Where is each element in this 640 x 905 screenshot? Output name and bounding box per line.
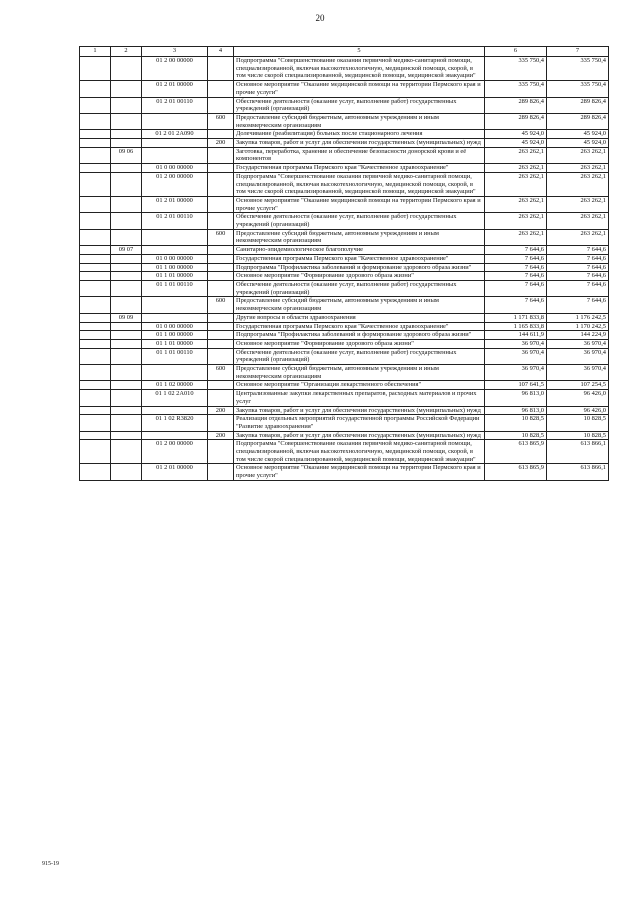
table-row — [80, 57, 609, 81]
expense-type-cell — [208, 339, 234, 348]
col1-cell — [80, 365, 111, 381]
amount-year1-cell: 289 826,4 — [485, 97, 547, 113]
table-row — [80, 113, 609, 129]
name-cell: Подпрограмма "Совершенствование оказания первичной медико-санитарной помощи, специализированной, включая высокотехнологичную, медицинской помощи, скорой, в том числе скорой специализированной, медицинской помощи, медицинской эвакуации" — [234, 440, 485, 464]
header-cell: 1 — [80, 47, 111, 57]
section-code-cell — [111, 431, 142, 440]
amount-year2-cell: 10 828,5 — [547, 415, 609, 431]
expense-type-cell — [208, 464, 234, 480]
table-row — [80, 272, 609, 281]
col1-cell — [80, 381, 111, 390]
section-code-cell — [111, 57, 142, 81]
expense-type-cell — [208, 97, 234, 113]
amount-year2-cell: 335 750,4 — [547, 81, 609, 97]
amount-year1-cell: 335 750,4 — [485, 81, 547, 97]
amount-year2-cell: 96 426,0 — [547, 390, 609, 406]
expense-type-cell — [208, 348, 234, 364]
amount-year1-cell: 613 865,9 — [485, 464, 547, 480]
table-row — [80, 81, 609, 97]
amount-year1-cell: 613 865,9 — [485, 440, 547, 464]
name-cell: Долечивание (реабилитация) больных после стационарного лечения — [234, 130, 485, 139]
name-cell: Предоставление субсидий бюджетным, автономным учреждениям и иным некоммерческим организациям — [234, 365, 485, 381]
expense-type-cell — [208, 440, 234, 464]
expense-type-cell — [208, 246, 234, 255]
section-code-cell — [111, 172, 142, 196]
amount-year2-cell: 289 826,4 — [547, 113, 609, 129]
expense-type-cell — [208, 57, 234, 81]
amount-year1-cell: 263 262,1 — [485, 213, 547, 229]
amount-year2-cell: 36 970,4 — [547, 339, 609, 348]
amount-year2-cell: 263 262,1 — [547, 213, 609, 229]
section-code-cell — [111, 339, 142, 348]
amount-year2-cell: 7 644,6 — [547, 272, 609, 281]
table-row — [80, 406, 609, 415]
col1-cell — [80, 431, 111, 440]
header-cell: 3 — [142, 47, 208, 57]
col1-cell — [80, 464, 111, 480]
table-row — [80, 431, 609, 440]
name-cell: Государственная программа Пермского края "Качественное здравоохранение" — [234, 164, 485, 173]
amount-year2-cell: 7 644,6 — [547, 263, 609, 272]
target-article-cell — [142, 147, 208, 163]
table-row — [80, 339, 609, 348]
header-cell: 6 — [485, 47, 547, 57]
amount-year1-cell: 7 644,6 — [485, 272, 547, 281]
amount-year2-cell: 36 970,4 — [547, 365, 609, 381]
table-row — [80, 172, 609, 196]
amount-year2-cell: 263 262,1 — [547, 196, 609, 212]
col1-cell — [80, 57, 111, 81]
amount-year2-cell: 263 262,1 — [547, 147, 609, 163]
target-article-cell: 01 1 00 00000 — [142, 263, 208, 272]
amount-year2-cell: 1 176 242,5 — [547, 313, 609, 322]
amount-year2-cell: 613 866,1 — [547, 464, 609, 480]
table-row — [80, 147, 609, 163]
section-code-cell — [111, 415, 142, 431]
table-row — [80, 331, 609, 340]
col1-cell — [80, 263, 111, 272]
amount-year1-cell: 36 970,4 — [485, 339, 547, 348]
target-article-cell: 01 2 01 00110 — [142, 97, 208, 113]
target-article-cell: 01 2 01 2А090 — [142, 130, 208, 139]
amount-year1-cell: 1 171 833,8 — [485, 313, 547, 322]
section-code-cell — [111, 440, 142, 464]
name-cell: Государственная программа Пермского края "Качественное здравоохранение" — [234, 254, 485, 263]
table-row — [80, 313, 609, 322]
header-cell: 7 — [547, 47, 609, 57]
table-row — [80, 229, 609, 245]
table-row — [80, 464, 609, 480]
expense-type-cell: 600 — [208, 365, 234, 381]
section-code-cell — [111, 81, 142, 97]
col1-cell — [80, 130, 111, 139]
table-row — [80, 381, 609, 390]
name-cell: Подпрограмма "Совершенствование оказания первичной медико-санитарной помощи, специализированной, включая высокотехнологичную, медицинской помощи, скорой, в том числе скорой специализированной, медицинской помощи, медицинской эвакуации" — [234, 57, 485, 81]
target-article-cell: 01 2 00 00000 — [142, 172, 208, 196]
section-code-cell — [111, 381, 142, 390]
amount-year2-cell: 7 644,6 — [547, 254, 609, 263]
expense-type-cell — [208, 164, 234, 173]
table-header-row — [80, 47, 609, 57]
name-cell: Заготовка, переработка, хранение и обеспечение безопасности донорской крови и её компонентов — [234, 147, 485, 163]
col1-cell — [80, 390, 111, 406]
target-article-cell: 01 1 01 00000 — [142, 272, 208, 281]
col1-cell — [80, 229, 111, 245]
amount-year2-cell: 10 828,5 — [547, 431, 609, 440]
expense-type-cell — [208, 381, 234, 390]
name-cell: Предоставление субсидий бюджетным, автономным учреждениям и иным некоммерческим организациям — [234, 229, 485, 245]
col1-cell — [80, 280, 111, 296]
amount-year1-cell: 289 826,4 — [485, 113, 547, 129]
table-row — [80, 297, 609, 313]
name-cell: Централизованные закупки лекарственных препаратов, расходных материалов и прочих услуг — [234, 390, 485, 406]
expense-type-cell — [208, 147, 234, 163]
section-code-cell — [111, 322, 142, 331]
section-code-cell — [111, 139, 142, 148]
col1-cell — [80, 415, 111, 431]
target-article-cell — [142, 365, 208, 381]
amount-year1-cell: 7 644,6 — [485, 246, 547, 255]
expense-type-cell — [208, 254, 234, 263]
section-code-cell — [111, 280, 142, 296]
amount-year2-cell: 7 644,6 — [547, 297, 609, 313]
expense-type-cell: 600 — [208, 113, 234, 129]
amount-year2-cell: 144 224,9 — [547, 331, 609, 340]
target-article-cell: 01 2 00 00000 — [142, 57, 208, 81]
target-article-cell: 01 1 02 R3820 — [142, 415, 208, 431]
amount-year1-cell: 10 828,5 — [485, 415, 547, 431]
amount-year2-cell: 7 644,6 — [547, 280, 609, 296]
amount-year1-cell: 96 813,0 — [485, 390, 547, 406]
col1-cell — [80, 139, 111, 148]
name-cell: Предоставление субсидий бюджетным, автономным учреждениям и иным некоммерческим организациям — [234, 113, 485, 129]
amount-year1-cell: 1 165 833,8 — [485, 322, 547, 331]
col1-cell — [80, 196, 111, 212]
amount-year2-cell: 263 262,1 — [547, 229, 609, 245]
target-article-cell: 01 2 01 00000 — [142, 196, 208, 212]
amount-year2-cell: 289 826,4 — [547, 97, 609, 113]
expense-type-cell — [208, 280, 234, 296]
name-cell: Основное мероприятие "Организация лекарственного обеспечения" — [234, 381, 485, 390]
name-cell: Государственная программа Пермского края "Качественное здравоохранение" — [234, 322, 485, 331]
table-row — [80, 263, 609, 272]
table-row — [80, 390, 609, 406]
col1-cell — [80, 213, 111, 229]
section-code-cell — [111, 130, 142, 139]
expense-type-cell — [208, 272, 234, 281]
header-cell: 2 — [111, 47, 142, 57]
col1-cell — [80, 313, 111, 322]
section-code-cell — [111, 297, 142, 313]
expense-type-cell — [208, 415, 234, 431]
section-code-cell — [111, 348, 142, 364]
amount-year1-cell: 7 644,6 — [485, 280, 547, 296]
col1-cell — [80, 81, 111, 97]
name-cell: Подпрограмма "Профилактика заболеваний и формирование здорового образа жизни" — [234, 331, 485, 340]
col1-cell — [80, 164, 111, 173]
amount-year2-cell: 335 750,4 — [547, 57, 609, 81]
section-code-cell — [111, 406, 142, 415]
section-code-cell — [111, 272, 142, 281]
name-cell: Обеспечение деятельности (оказание услуг, выполнение работ) государственных учреждений (организаций) — [234, 97, 485, 113]
table-row — [80, 322, 609, 331]
header-cell: 4 — [208, 47, 234, 57]
col1-cell — [80, 246, 111, 255]
target-article-cell: 01 1 01 00110 — [142, 348, 208, 364]
amount-year1-cell: 7 644,6 — [485, 297, 547, 313]
table-row — [80, 254, 609, 263]
amount-year1-cell: 7 644,6 — [485, 263, 547, 272]
expense-type-cell — [208, 130, 234, 139]
name-cell: Подпрограмма "Совершенствование оказания первичной медико-санитарной помощи, специализированной, включая высокотехнологичную, медицинской помощи, скорой, в том числе скорой специализированной, медицинской помощи, медицинской эвакуации" — [234, 172, 485, 196]
name-cell: Закупка товаров, работ и услуг для обеспечения государственных (муниципальных) нужд — [234, 139, 485, 148]
target-article-cell — [142, 113, 208, 129]
target-article-cell — [142, 406, 208, 415]
amount-year2-cell: 45 924,0 — [547, 139, 609, 148]
col1-cell — [80, 147, 111, 163]
table-row — [80, 348, 609, 364]
section-code-cell: 09 06 — [111, 147, 142, 163]
target-article-cell: 01 1 01 00110 — [142, 280, 208, 296]
amount-year2-cell: 96 426,0 — [547, 406, 609, 415]
target-article-cell: 01 0 00 00000 — [142, 254, 208, 263]
table-row — [80, 130, 609, 139]
target-article-cell: 01 2 01 00110 — [142, 213, 208, 229]
section-code-cell — [111, 331, 142, 340]
name-cell: Обеспечение деятельности (оказание услуг, выполнение работ) государственных учреждений (организаций) — [234, 280, 485, 296]
expense-type-cell — [208, 172, 234, 196]
amount-year1-cell: 335 750,4 — [485, 57, 547, 81]
expense-type-cell: 200 — [208, 431, 234, 440]
amount-year2-cell: 263 262,1 — [547, 172, 609, 196]
amount-year1-cell: 36 970,4 — [485, 365, 547, 381]
amount-year1-cell: 96 813,0 — [485, 406, 547, 415]
target-article-cell: 01 1 02 2А010 — [142, 390, 208, 406]
amount-year1-cell: 263 262,1 — [485, 229, 547, 245]
section-code-cell — [111, 113, 142, 129]
amount-year2-cell: 45 924,0 — [547, 130, 609, 139]
target-article-cell — [142, 139, 208, 148]
amount-year1-cell: 263 262,1 — [485, 147, 547, 163]
amount-year2-cell: 263 262,1 — [547, 164, 609, 173]
target-article-cell: 01 2 01 00000 — [142, 464, 208, 480]
amount-year2-cell: 36 970,4 — [547, 348, 609, 364]
table-row — [80, 415, 609, 431]
table-body — [80, 47, 609, 481]
section-code-cell — [111, 229, 142, 245]
col1-cell — [80, 297, 111, 313]
amount-year1-cell: 36 970,4 — [485, 348, 547, 364]
amount-year2-cell: 1 170 242,5 — [547, 322, 609, 331]
page-number: 20 — [315, 13, 325, 23]
table-row — [80, 246, 609, 255]
expense-type-cell: 200 — [208, 139, 234, 148]
section-code-cell — [111, 196, 142, 212]
target-article-cell — [142, 246, 208, 255]
header-cell: 5 — [234, 47, 485, 57]
section-code-cell: 09 07 — [111, 246, 142, 255]
name-cell: Основное мероприятие "Формирование здорового образа жизни" — [234, 272, 485, 281]
name-cell: Основное мероприятие "Формирование здорового образа жизни" — [234, 339, 485, 348]
section-code-cell — [111, 263, 142, 272]
expense-type-cell — [208, 390, 234, 406]
col1-cell — [80, 406, 111, 415]
col1-cell — [80, 113, 111, 129]
name-cell: Другие вопросы в области здравоохранения — [234, 313, 485, 322]
amount-year1-cell: 10 828,5 — [485, 431, 547, 440]
table-row — [80, 97, 609, 113]
section-code-cell — [111, 464, 142, 480]
col1-cell — [80, 339, 111, 348]
amount-year1-cell: 144 611,9 — [485, 331, 547, 340]
target-article-cell: 01 1 02 00000 — [142, 381, 208, 390]
name-cell: Обеспечение деятельности (оказание услуг, выполнение работ) государственных учреждений (организаций) — [234, 213, 485, 229]
amount-year1-cell: 107 641,5 — [485, 381, 547, 390]
expense-type-cell — [208, 196, 234, 212]
footer-code: 915-19 — [42, 861, 59, 867]
expense-type-cell: 600 — [208, 229, 234, 245]
section-code-cell: 09 09 — [111, 313, 142, 322]
amount-year2-cell: 7 644,6 — [547, 246, 609, 255]
name-cell: Основное мероприятие "Оказание медицинской помощи на территории Пермского края и прочие услуги" — [234, 464, 485, 480]
name-cell: Закупка товаров, работ и услуг для обеспечения государственных (муниципальных) нужд — [234, 406, 485, 415]
col1-cell — [80, 172, 111, 196]
amount-year2-cell: 107 254,5 — [547, 381, 609, 390]
target-article-cell — [142, 431, 208, 440]
name-cell: Основное мероприятие "Оказание медицинской помощи на территории Пермского края и прочие услуги" — [234, 196, 485, 212]
amount-year1-cell: 45 924,0 — [485, 130, 547, 139]
col1-cell — [80, 440, 111, 464]
section-code-cell — [111, 97, 142, 113]
col1-cell — [80, 348, 111, 364]
name-cell: Санитарно-эпидемиологическое благополучие — [234, 246, 485, 255]
expense-type-cell — [208, 213, 234, 229]
col1-cell — [80, 97, 111, 113]
name-cell: Обеспечение деятельности (оказание услуг, выполнение работ) государственных учреждений (организаций) — [234, 348, 485, 364]
table-row — [80, 139, 609, 148]
col1-cell — [80, 272, 111, 281]
target-article-cell: 01 2 00 00000 — [142, 440, 208, 464]
expense-type-cell — [208, 331, 234, 340]
table-row — [80, 440, 609, 464]
table-row — [80, 164, 609, 173]
expense-type-cell — [208, 81, 234, 97]
name-cell: Подпрограмма "Профилактика заболеваний и формирование здорового образа жизни" — [234, 263, 485, 272]
name-cell: Реализация отдельных мероприятий государственной программы Российской Федерации "Развитие здравоохранения" — [234, 415, 485, 431]
section-code-cell — [111, 365, 142, 381]
expense-type-cell — [208, 263, 234, 272]
amount-year1-cell: 263 262,1 — [485, 172, 547, 196]
table-row — [80, 196, 609, 212]
table-row — [80, 213, 609, 229]
section-code-cell — [111, 390, 142, 406]
target-article-cell: 01 2 01 00000 — [142, 81, 208, 97]
section-code-cell — [111, 164, 142, 173]
amount-year1-cell: 263 262,1 — [485, 164, 547, 173]
col1-cell — [80, 254, 111, 263]
name-cell: Основное мероприятие "Оказание медицинской помощи на территории Пермского края и прочие услуги" — [234, 81, 485, 97]
amount-year1-cell: 263 262,1 — [485, 196, 547, 212]
target-article-cell — [142, 297, 208, 313]
section-code-cell — [111, 254, 142, 263]
col1-cell — [80, 331, 111, 340]
expense-type-cell — [208, 313, 234, 322]
target-article-cell — [142, 313, 208, 322]
target-article-cell: 01 0 00 00000 — [142, 164, 208, 173]
amount-year1-cell: 45 924,0 — [485, 139, 547, 148]
table-row — [80, 365, 609, 381]
target-article-cell: 01 1 00 00000 — [142, 331, 208, 340]
expense-type-cell: 600 — [208, 297, 234, 313]
budget-table — [79, 46, 609, 481]
table-row — [80, 280, 609, 296]
target-article-cell: 01 0 00 00000 — [142, 322, 208, 331]
name-cell: Закупка товаров, работ и услуг для обеспечения государственных (муниципальных) нужд — [234, 431, 485, 440]
amount-year2-cell: 613 866,1 — [547, 440, 609, 464]
target-article-cell: 01 1 01 00000 — [142, 339, 208, 348]
expense-type-cell: 200 — [208, 406, 234, 415]
target-article-cell — [142, 229, 208, 245]
expense-type-cell — [208, 322, 234, 331]
amount-year1-cell: 7 644,6 — [485, 254, 547, 263]
col1-cell — [80, 322, 111, 331]
name-cell: Предоставление субсидий бюджетным, автономным учреждениям и иным некоммерческим организациям — [234, 297, 485, 313]
section-code-cell — [111, 213, 142, 229]
